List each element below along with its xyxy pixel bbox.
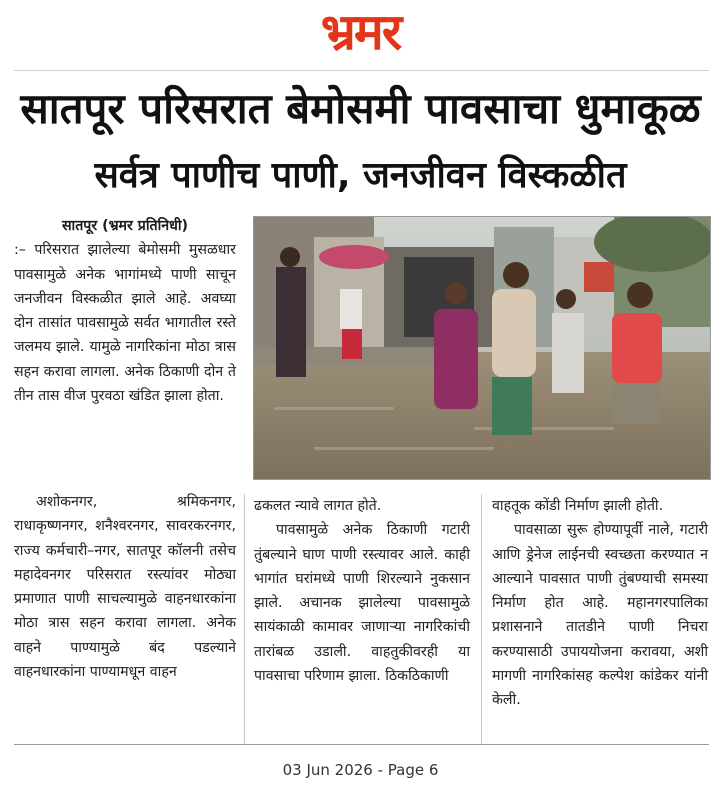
bottom-rule bbox=[14, 744, 709, 745]
article-column-1-bottom bbox=[14, 490, 236, 684]
column-divider-2 bbox=[481, 494, 482, 744]
top-rule bbox=[14, 70, 709, 71]
masthead bbox=[0, 0, 721, 66]
article-column-1-top bbox=[14, 214, 236, 408]
masthead-logo: भ्रमर bbox=[320, 3, 401, 61]
article-dateline: सातपूर (भ्रमर प्रतिनिधी) bbox=[61, 218, 189, 234]
article-paragraph-2: अशोकनगर, श्रमिकनगर, राधाकृष्णनगर, शनैश्वरनगर, सावरकरनगर, राज्य कर्मचारी–नगर, सातपूर कॉलनी तसेच महादेवनगर परिसरात रस्त्यांवर मोठ्या प्रमाणात पाणी साचल्यामुळे वाहनधारकांना मोठा त्रास सहन करावा लागला. अनेक वाहने पाण्यामुळे बंद पडल्याने वाहनधारकांना पाण्यामधून वाहन bbox=[14, 494, 236, 681]
article-paragraph-3: पावसामुळे अनेक ठिकाणी गटारी तुंबल्याने घाण पाणी रस्त्यावर आले. काही भागांत घरांमध्ये पाणी शिरल्याने नुकसान झाले. अचानक झालेल्या पावसामुळे सायंकाळी कामावर जाणाऱ्या नागरिकांची तारांबळ उडाली. वाहतुकीवरही या पावसाचा परिणाम झाला. ठिकठिकाणी bbox=[254, 522, 470, 685]
column-divider-1 bbox=[244, 494, 245, 744]
page-footer: 03 Jun 2026 - Page 6 bbox=[282, 761, 439, 779]
article-paragraph-1: :– परिसरात झालेल्या बेमोसमी मुसळधार पावसामुळे अनेक भागांमध्ये पाणी साचून जनजीवन विस्कळीत झाले आहे. अवघ्या दोन तासांत पावसामुळे सर्वत भागातील रस्ते जलमय झाले. यामुळे नागरिकांना मोठा त्रास सहन करावा लागला. अनेक ठिकाणी दोन ते तीन तास वीज पुरवठा खंडित झाला होता. bbox=[14, 242, 236, 405]
flooded-street-photo bbox=[254, 217, 710, 479]
article-paragraph-3-continued: वाहतूक कोंडी निर्माण झाली होती. bbox=[492, 498, 664, 514]
article-column-2 bbox=[254, 494, 470, 688]
main-headline: सातपूर परिसरात बेमोसमी पावसाचा धुमाकूळ bbox=[20, 84, 701, 133]
article-column-3 bbox=[492, 494, 708, 713]
article-paragraph-4: पावसाळा सुरू होण्यापूर्वी नाले, गटारी आणि ड्रेनेज लाईनची स्वच्छता करण्यात न आल्याने पावसात पाणी तुंबण्याची समस्या निर्माण होत आहे. महानगरपालिका प्रशासनाने तातडीने पाणी निचरा करण्यासाठी उपाययोजना करावया, अशी मागणी नागरिकांसह कल्पेश कांडेकर यांनी केली. bbox=[492, 522, 708, 709]
news-photo bbox=[253, 216, 711, 480]
sub-headline: सर्वत्र पाणीच पाणी, जनजीवन विस्कळीत bbox=[94, 155, 627, 196]
article-paragraph-2-continued: ढकलत न्यावे लागत होते. bbox=[254, 498, 382, 514]
